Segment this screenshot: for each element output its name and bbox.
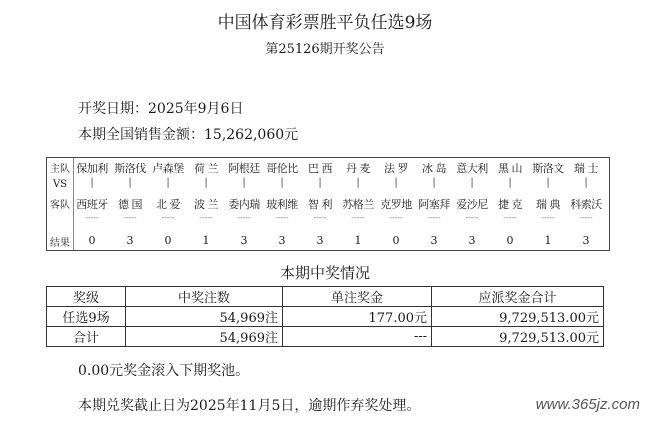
away-team: 爱沙尼	[456, 198, 488, 211]
match-result: 3	[126, 234, 134, 247]
cell-unit-prize: ---	[283, 327, 432, 347]
vs-bar: |	[508, 177, 512, 188]
match-column	[265, 158, 299, 250]
match-column	[75, 158, 109, 250]
vs-bar: |	[546, 177, 550, 188]
separator-dash: -----	[313, 213, 327, 222]
cell-total-prize: 9,729,513.00元	[432, 307, 604, 327]
match-result: 3	[240, 234, 248, 247]
header-count: 中奖注数	[126, 287, 283, 307]
away-team: 波 兰	[194, 198, 218, 211]
header-unit-prize: 单注奖金	[283, 287, 432, 307]
separator-dash: -----	[579, 213, 593, 222]
match-column	[303, 158, 337, 250]
home-team: 意大利	[456, 162, 488, 175]
vs-bar: |	[166, 177, 170, 188]
vs-bar: |	[128, 177, 132, 188]
home-team: 法 罗	[384, 162, 408, 175]
separator-dash: -----	[199, 213, 213, 222]
away-row-label: 客队	[50, 200, 70, 211]
home-team: 保加利	[76, 162, 108, 175]
vs-bar: |	[318, 177, 322, 188]
away-team: 智 利	[308, 198, 332, 211]
match-grid	[46, 157, 610, 251]
match-column	[189, 158, 223, 250]
away-team: 西班牙	[76, 198, 108, 211]
issue-subtitle: 第25126期开奖公告	[265, 42, 385, 57]
separator-dash: -----	[389, 213, 403, 222]
vs-bar: |	[90, 177, 94, 188]
vs-bar: |	[356, 177, 360, 188]
away-team: 克罗地	[380, 198, 412, 211]
separator-dash: -----	[161, 213, 175, 222]
separator-dash: -----	[123, 213, 137, 222]
home-team: 瑞 士	[574, 162, 598, 175]
cell-total-prize: 9,729,513.00元	[432, 327, 604, 347]
match-result: 1	[354, 234, 362, 247]
separator-dash: -----	[427, 213, 441, 222]
match-result: 3	[430, 234, 438, 247]
match-result: 0	[506, 234, 514, 247]
home-team: 荷 兰	[194, 162, 218, 175]
cell-count: 54,969注	[126, 327, 283, 347]
vs-bar: |	[394, 177, 398, 188]
match-result: 3	[468, 234, 476, 247]
home-team: 黑 山	[498, 162, 522, 175]
separator-dash: -----	[351, 213, 365, 222]
match-result: 3	[316, 234, 324, 247]
announcement-title: 中国体育彩票胜平负任选9场	[217, 13, 433, 33]
header-level: 奖级	[47, 287, 126, 307]
match-column	[379, 158, 413, 250]
row-labels	[47, 158, 74, 250]
separator-dash: -----	[237, 213, 251, 222]
site-watermark: www.365jz.com	[535, 396, 640, 413]
match-column	[113, 158, 147, 250]
match-result: 1	[202, 234, 210, 247]
vs-row-label: VS	[52, 179, 68, 190]
match-result: 0	[164, 234, 172, 247]
separator-dash: -----	[85, 213, 99, 222]
table-row	[47, 307, 604, 327]
match-column	[341, 158, 375, 250]
table-row	[47, 327, 604, 347]
away-team: 阿塞拜	[418, 198, 450, 211]
away-team: 德 国	[118, 198, 142, 211]
home-team: 阿根廷	[228, 162, 260, 175]
separator-dash: -----	[275, 213, 289, 222]
cell-count: 54,969注	[126, 307, 283, 327]
match-column	[493, 158, 527, 250]
match-column	[569, 158, 603, 250]
match-result: 0	[88, 234, 96, 247]
cell-level: 任选9场	[47, 307, 126, 327]
vs-bar: |	[584, 177, 588, 188]
away-team: 瑞 典	[536, 198, 560, 211]
match-result: 3	[278, 234, 286, 247]
away-team: 科索沃	[570, 198, 602, 211]
deadline-note: 本期兑奖截止日为2025年11月5日，逾期作弃奖处理。	[78, 398, 421, 414]
prize-table	[46, 286, 604, 347]
header-total-prize: 应派奖金合计	[432, 287, 604, 307]
match-column	[227, 158, 261, 250]
cell-unit-prize: 177.00元	[283, 307, 432, 327]
match-result: 1	[544, 234, 552, 247]
match-column	[151, 158, 185, 250]
away-team: 苏格兰	[342, 198, 374, 211]
home-team: 斯洛伐	[114, 162, 146, 175]
vs-bar: |	[470, 177, 474, 188]
vs-bar: |	[204, 177, 208, 188]
separator-dash: -----	[503, 213, 517, 222]
match-column	[455, 158, 489, 250]
match-result: 0	[392, 234, 400, 247]
away-team: 北 爱	[156, 198, 180, 211]
separator-dash: -----	[465, 213, 479, 222]
sales-amount: 本期全国销售金额：15,262,060元	[78, 127, 299, 143]
home-team: 冰 岛	[422, 162, 446, 175]
home-team: 巴 西	[308, 162, 332, 175]
match-result: 3	[582, 234, 590, 247]
home-team: 斯洛文	[532, 162, 564, 175]
prize-table-header	[47, 287, 604, 307]
away-team: 玻利维	[266, 198, 298, 211]
match-column	[531, 158, 565, 250]
match-column	[417, 158, 451, 250]
draw-date: 开奖日期：2025年9月6日	[78, 101, 244, 117]
vs-bar: |	[432, 177, 436, 188]
cell-level: 合计	[47, 327, 126, 347]
rollover-note: 0.00元奖金滚入下期奖池。	[78, 363, 250, 379]
separator-dash: -----	[541, 213, 555, 222]
result-row-label: 结果	[50, 238, 70, 249]
home-team: 丹 麦	[346, 162, 370, 175]
prize-section-title: 本期中奖情况	[279, 264, 370, 282]
vs-bar: |	[280, 177, 284, 188]
home-team: 哥伦比	[266, 162, 298, 175]
vs-bar: |	[242, 177, 246, 188]
home-row-label: 主队	[50, 164, 70, 175]
away-team: 委内瑞	[228, 198, 260, 211]
away-team: 捷 克	[498, 198, 522, 211]
home-team: 卢森堡	[152, 162, 184, 175]
